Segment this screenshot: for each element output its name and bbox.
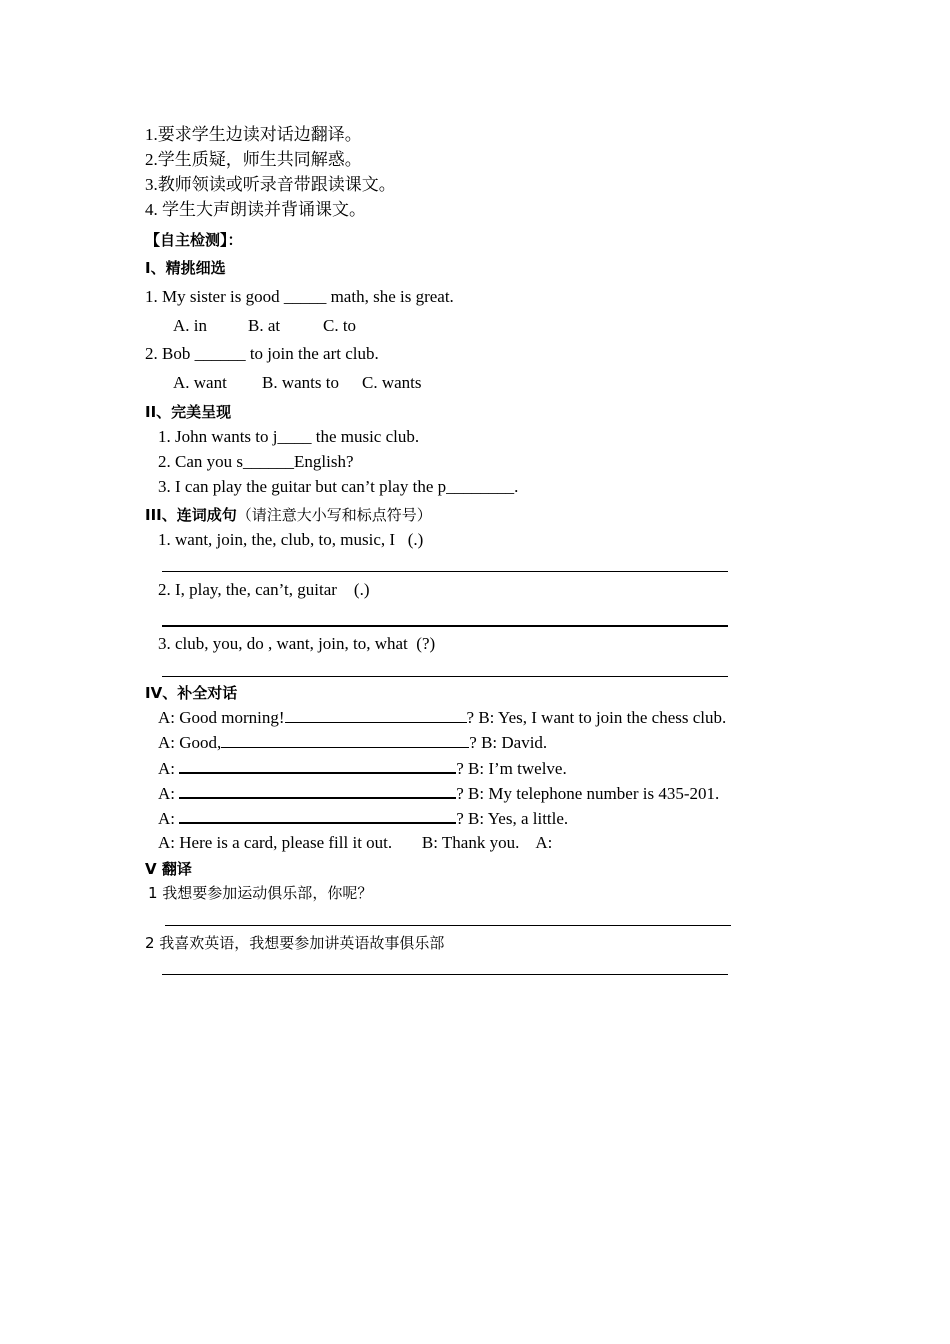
section-5-title: V 翻译 [145,860,192,878]
answer-line [162,571,728,572]
dialogue-line: A: ? B: Yes, a little. [158,809,569,828]
section-3-item-3: 3. club, you, do , want, join, to, what (?) [158,634,436,653]
section-3-note: （请注意大小写和标点符号） [236,506,432,524]
dialogue-line: A: ? B: I’m twelve. [158,759,567,778]
step-2: 2.学生质疑，师生共同解惑。 [145,150,362,169]
fill-blank [285,708,467,723]
section-2-title: II、完美呈现 [145,403,232,421]
answer-line [162,974,728,975]
section-1-q2-option-a: A. want [173,373,227,392]
dialogue-last-line: A: Here is a card, please fill it out. B: Thank you. A: [158,833,553,852]
section-3-item-1: 1. want, join, the, club, to, music, I (.) [158,530,424,549]
step-4: 4. 学生大声朗读并背诵课文。 [145,200,366,219]
section-2-item-2: 2. Can you s______English? [158,452,354,471]
section-1-q2-option-b: B. wants to [262,373,339,392]
answer-line [162,625,728,627]
section-3-title: III、连词成句 [145,506,237,524]
section-1-q2-option-c: C. wants [362,373,422,392]
section-1-q1-option-c: C. to [323,316,357,335]
section-2-item-1: 1. John wants to j____ the music club. [158,427,420,446]
answer-line [165,925,731,926]
section-1-q1-option-b: B. at [248,316,281,335]
section-1-question-1: 1. My sister is good _____ math, she is great. [145,287,454,306]
section-1-q1-option-a: A. in [173,316,207,335]
section-4-title: IV、补全对话 [145,684,238,702]
section-5-item-2: 2 我喜欢英语，我想要参加讲英语故事俱乐部 [145,934,445,952]
fill-blank [179,783,456,799]
dialogue-line: A: ? B: My telephone number is 435-201. [158,784,720,803]
fill-blank [179,808,456,824]
section-3-heading [145,505,432,525]
answer-line [162,676,728,677]
section-3-item-2: 2. I, play, the, can’t, guitar (.) [158,580,370,599]
fill-blank [221,733,469,748]
step-1: 1.要求学生边读对话边翻译。 [145,125,362,144]
dialogue-line: A: Good morning! ? B: Yes, I want to join the chess club. [158,708,727,727]
section-5-item-1: 1 我想要参加运动俱乐部，你呢？ [148,884,373,902]
self-check-title: 【自主检测】： [145,231,243,249]
fill-blank [179,758,456,774]
section-2-item-3: 3. I can play the guitar but can’t play the p________. [158,477,519,496]
step-3: 3.教师领读或听录音带跟读课文。 [145,175,396,194]
dialogue-line: A: Good, ? B: David. [158,733,548,752]
section-1-title: I、精挑细选 [145,259,226,277]
section-1-question-2: 2. Bob ______ to join the art club. [145,344,379,363]
